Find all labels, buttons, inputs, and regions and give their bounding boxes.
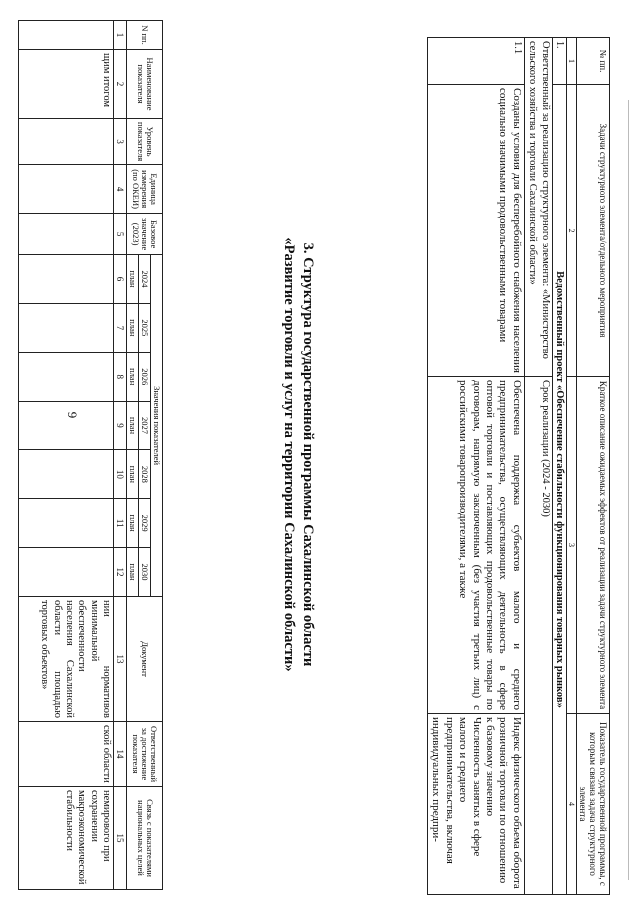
section-heading-line1: 3. Структура государственной программы Сахалинской области xyxy=(300,242,316,667)
col-num: 2 xyxy=(567,85,577,377)
structure-table xyxy=(427,37,610,895)
th-plan: план xyxy=(127,255,139,304)
col-num: 4 xyxy=(114,165,127,214)
th-num: N пп. xyxy=(127,21,163,50)
col-num: 3 xyxy=(114,119,127,165)
col-num: 14 xyxy=(114,722,127,787)
th-plan: план xyxy=(127,548,139,597)
th-link: Связь с показателями национальных целей xyxy=(127,787,163,890)
indicator-cell: Индекс физического объема оборота розничной торговли по отношению к базовому значению Численность занятых в сфере малого и среднего предпринимательства, включая индивидуальных предпри- xyxy=(427,714,524,895)
col-num: 7 xyxy=(114,303,127,352)
th-document: Документ xyxy=(127,597,163,722)
th-base: Базовое значение (2023) xyxy=(127,214,163,255)
task-cell: Созданы условия для бесперебойного снабжения населения социально значимыми продовольственными товарами xyxy=(427,85,524,377)
th-year: 2028 xyxy=(139,450,151,499)
effect-cell: Обеспечена поддержка субъектов малого и среднего предпринимательства, осуществляющих деятельность в сфере оптовой торговли и поставляющих продовольственные товары по договорам, напрямую заключенным (без участия третьих лиц) с российскими товаропроизводителями, а также xyxy=(427,377,524,714)
project-title: Ведомственный проект «Обеспечение стабильности функционирования товарных рынков» xyxy=(553,85,567,895)
th-num2: № пп. xyxy=(577,38,610,85)
project-num: 1. xyxy=(553,38,567,85)
col-num: 1 xyxy=(567,38,577,85)
th-year: 2024 xyxy=(139,255,151,304)
col-num: 3 xyxy=(567,377,577,714)
th-indicator: Показатель государственной программы, с которым связана задача структурного элемента xyxy=(577,714,610,895)
cell-document: нии нормативов минимальной обеспеченности населения Сахалинской области площадью торговых объектов» xyxy=(19,597,114,722)
th-year: 2025 xyxy=(139,303,151,352)
th-plan: план xyxy=(127,303,139,352)
th-unit: Единица измерения (по ОКЕИ) xyxy=(127,165,163,214)
th-plan: план xyxy=(127,499,139,548)
col-num: 2 xyxy=(114,50,127,119)
col-num: 11 xyxy=(114,499,127,548)
th-name: Наименование показателя xyxy=(127,50,163,119)
cell-name: щим итогом xyxy=(19,50,114,119)
th-plan: план xyxy=(127,450,139,499)
th-year: 2027 xyxy=(139,401,151,450)
col-num: 5 xyxy=(114,214,127,255)
col-num: 4 xyxy=(567,714,577,895)
term-cell: Срок реализации (2024 - 2030) xyxy=(524,377,552,895)
th-year: 2026 xyxy=(139,352,151,401)
col-num: 6 xyxy=(114,255,127,304)
th-level: Уровень показателя xyxy=(127,119,163,165)
row-num: 1.1 xyxy=(427,38,524,85)
th-year: 2029 xyxy=(139,499,151,548)
th-effect: Краткое описание ожидаемых эффектов от реализации задачи структурного элемента xyxy=(577,377,610,714)
col-num: 1 xyxy=(114,21,127,50)
th-values-group: Значения показателей xyxy=(151,255,163,597)
th-year: 2030 xyxy=(139,548,151,597)
cell-responsible: ской области xyxy=(19,722,114,787)
cell-link: немирового при сохранении макроэкономической стабильности xyxy=(19,787,114,890)
section-heading-line2: «Развитие торговли и услуг на территории Сахалинской области» xyxy=(281,237,297,672)
th-task: Задачи структурного элемента/отдельного мероприятия xyxy=(577,85,610,377)
responsible-cell: Ответственный за реализацию структурного элемента: «Министерство сельского хозяйства и торговли Сахалинской области» xyxy=(524,38,552,377)
col-num: 10 xyxy=(114,450,127,499)
col-num: 15 xyxy=(114,787,127,890)
th-responsible: Ответственный за достижение показателя xyxy=(127,722,163,787)
th-plan: план xyxy=(127,401,139,450)
th-plan: план xyxy=(127,352,139,401)
col-num: 12 xyxy=(114,548,127,597)
page-number: 6 xyxy=(64,411,80,419)
col-num: 13 xyxy=(114,597,127,722)
col-num: 8 xyxy=(114,352,127,401)
col-num: 9 xyxy=(114,401,127,450)
